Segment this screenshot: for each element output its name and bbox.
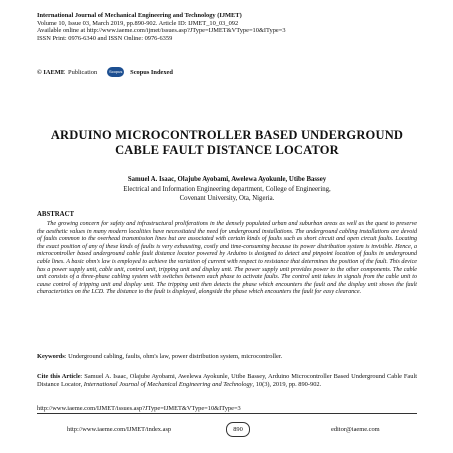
cite-text: : Samuel A. Isaac, Olajube Ayobami, Awelewa Ayokunle, Utibe Bassey, Arduino Microcontroller Based Underground Cable Fault Distance Locator, [37, 373, 417, 388]
footer-url-link[interactable]: http://www.iaeme.com/IJMET/index.asp [67, 426, 172, 433]
volume-line: Volume 10, Issue 03, March 2019, pp.890-902. Article ID: IJMET_10_03_092 [37, 19, 239, 27]
scopus-indexed-label: Scopus Indexed [130, 68, 173, 76]
scopus-logo-icon: Scopus [107, 67, 124, 77]
cite-url-link[interactable]: http://www.iaeme.com/IJMET/issues.asp?JType=IJMET&VType=10&IType=3 [37, 405, 241, 412]
journal-header [37, 12, 286, 42]
journal-name: International Journal of Mechanical Engineering and Technology (IJMET) [37, 12, 242, 19]
footer-divider [37, 413, 417, 414]
keywords-text: : Underground cabling, faults, ohm's law, power distribution system, microcontroller. [64, 353, 283, 360]
paper-title: ARDUINO MICROCONTROLLER BASED UNDERGROUND CABLE FAULT DISTANCE LOCATOR [50, 128, 404, 157]
keywords-paragraph [37, 353, 417, 361]
keywords-label: Keywords [37, 353, 65, 360]
page-number-badge: 890 [226, 422, 250, 437]
citation-paragraph [37, 373, 417, 389]
issn-line: ISSN Print: 0976-6340 and ISSN Online: 0976-6359 [37, 34, 173, 42]
cite-label: Cite this Article [37, 373, 81, 380]
cite-tail: , 10(3), 2019, pp. 890-902. [252, 380, 322, 388]
affiliation-line-1: Electrical and Information Engineering department, College of Engineering, [123, 186, 331, 193]
abstract-text: The growing concern for safety and infrastructural proliferations in the densely populated urban and suburban areas as well as the quest to preserve the aesthetic values in many modern localities have necessitated the need for underground installations. The underground cabling installations are devoid of faults common to the overhead transmission lines but are associated with certain kinds of faults such as short circuit and open circuit faults. Locating the exact position of any of these kinds of faults is very exhausting, costly and time-consuming because its power distribution system is invisible. Hence, a microcontroller based underground cable fault distance locator powered by Arduino is designed to detect and pinpoint location of faults in underground cable lines. A basic ohm's law is employed to achieve the variation of current with respect to resistance that determines the position of the fault. This device has a power supply unit, cable unit, control unit, tripping unit and display unit. The power supply unit provides power to the other components. The cable unit consists of a three-phase cabling system with switches between each phase to activate faults. The control unit takes in signals from the cable unit to cause control of tripping unit and display unit. The tripping unit then detects the phase which encounters the fault and the display unit shows the fault characteristics on the LCD. The distance to the fault is displayed, alongside the phase which encounters the fault for easy clearance. [37, 221, 417, 296]
author-affiliation [37, 185, 417, 203]
publisher-row [37, 67, 173, 77]
paper-authors: Samuel A. Isaac, Olajube Ayobami, Awelewa Ayokunle, Utibe Bassey [127, 176, 327, 183]
affiliation-line-2: Covenant University, Ota, Nigeria. [179, 195, 275, 202]
footer-email-link[interactable]: editor@iaeme.com [331, 426, 380, 433]
online-availability-line[interactable]: Available online at http://www.iaeme.com/ijmet/issues.asp?JType=IJMET&VType=10&IType=3 [37, 27, 286, 35]
abstract-heading: ABSTRACT [37, 211, 75, 218]
publication-label: Publication [68, 68, 98, 76]
cite-journal: International Journal of Mechanical Engineering and Technology [83, 380, 253, 388]
iaeme-copyright: © IAEME [37, 68, 66, 76]
